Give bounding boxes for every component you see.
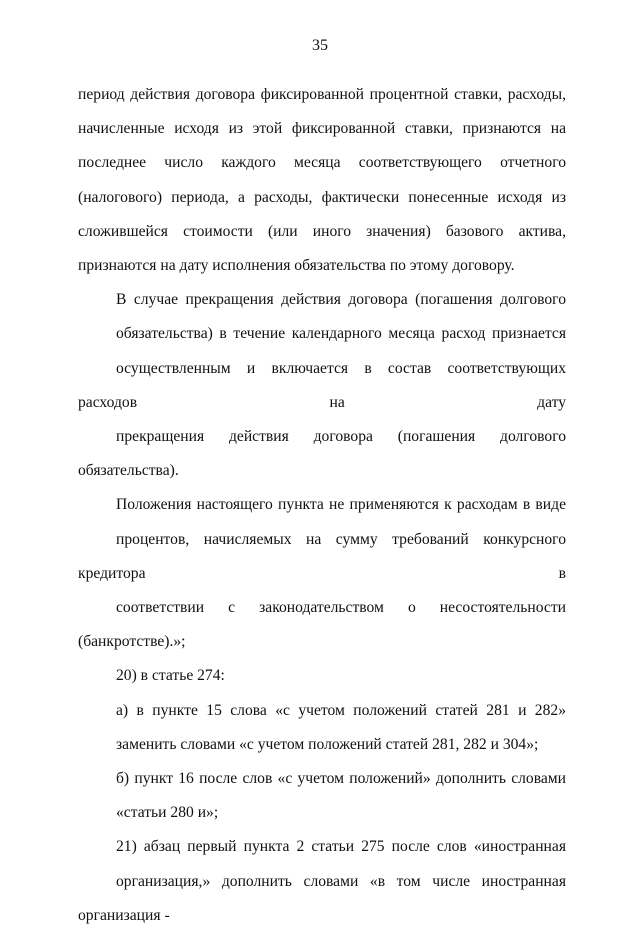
- text-line: период действия договора фиксированной процентной ставки, расходы,: [78, 86, 566, 103]
- text-line: В случае прекращения действия договора (погашения долгового: [116, 291, 566, 309]
- text-line: последнее число каждого месяца соответствующего отчетного: [78, 154, 566, 172]
- text-line: сложившейся стоимости (или иного значения) базового актива,: [78, 222, 566, 240]
- text-line: «статьи 280 и»;: [116, 804, 219, 822]
- paragraph: [78, 830, 566, 933]
- text-line: начисленные исходя из этой фиксированной ставки, признаются на: [78, 120, 566, 138]
- text-line: заменить словами «с учетом положений статей 281, 282 и 304»;: [116, 735, 539, 753]
- paragraph: [78, 283, 566, 488]
- text-line: соответствии с законодательством о несостоятельности (банкротстве).»;: [78, 599, 566, 651]
- paragraph: [78, 78, 566, 283]
- text-line: а) в пункте 15 слова «с учетом положений статей 281 и 282»: [116, 701, 566, 719]
- document-body: [78, 78, 566, 933]
- text-line: прекращения действия договора (погашения долгового обязательства).: [78, 428, 566, 480]
- page-number: 35: [312, 37, 328, 54]
- paragraph: [78, 762, 566, 830]
- text-line: 20) в статье 274:: [116, 667, 225, 685]
- paragraph: [78, 488, 566, 659]
- text-line: б) пункт 16 после слов «с учетом положений» дополнить словами: [116, 770, 566, 788]
- text-line: процентов, начисляемых на сумму требований конкурсного кредитора в: [78, 530, 566, 582]
- text-line: осуществленным и включается в состав соответствующих расходов на дату: [78, 359, 566, 411]
- paragraph: [78, 694, 566, 762]
- text-line: Положения настоящего пункта не применяются к расходам в виде: [116, 496, 566, 514]
- paragraph: [78, 659, 566, 693]
- text-line: обязательства) в течение календарного месяца расход признается: [116, 325, 566, 343]
- text-line: (налогового) периода, а расходы, фактически понесенные исходя из: [78, 188, 566, 206]
- text-line: признаются на дату исполнения обязательства по этому договору.: [78, 257, 515, 275]
- text-line: организация,» дополнить словами «в том числе иностранная организация -: [78, 872, 566, 924]
- text-line: 21) абзац первый пункта 2 статьи 275 после слов «иностранная: [116, 838, 566, 856]
